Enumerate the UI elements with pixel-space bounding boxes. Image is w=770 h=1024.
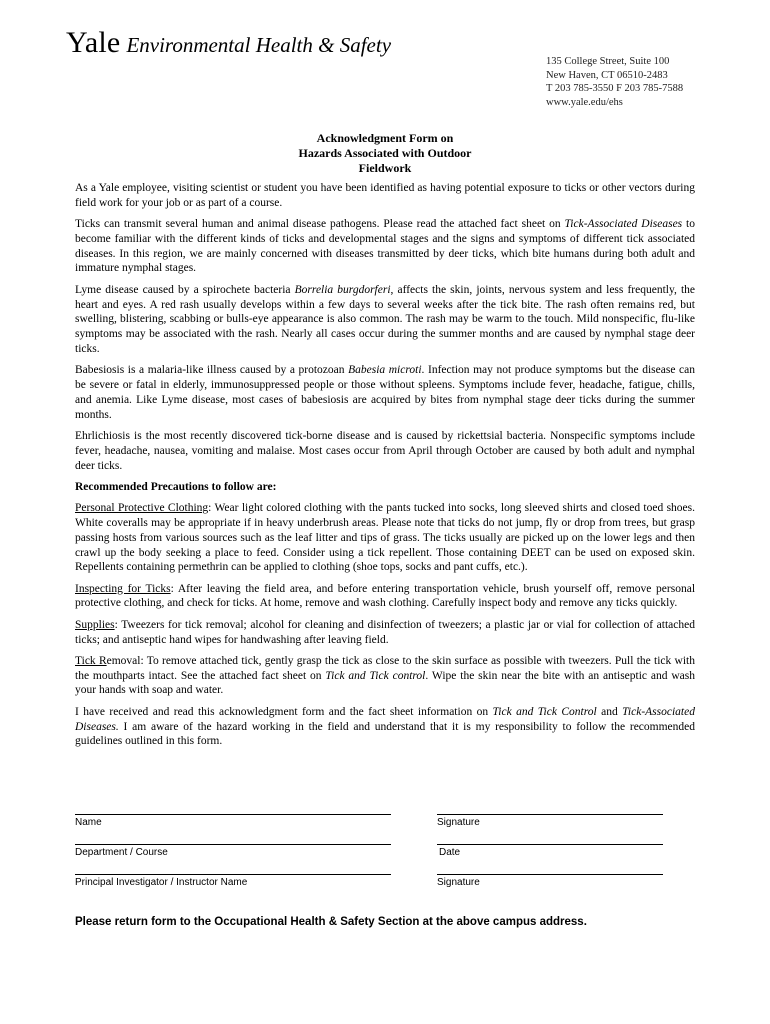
section-label-rest: emoval: [106, 654, 141, 667]
section-label: Inspecting for Ticks: [75, 582, 171, 595]
pi-name-line: [75, 874, 391, 875]
text-run: I have received and read this acknowledgment form and the fact sheet information on: [75, 705, 493, 718]
text-run: Lyme disease caused by a spirochete bacteria: [75, 283, 295, 296]
logo-yale: Yale: [66, 26, 121, 59]
title-line: Acknowledgment Form on: [316, 131, 454, 145]
website-line: www.yale.edu/ehs: [546, 96, 623, 108]
pi-name-label: Principal Investigator / Instructor Name: [75, 877, 248, 888]
pi-name-field[interactable]: [75, 874, 391, 888]
form-title: [230, 131, 540, 176]
removal-paragraph: [75, 654, 695, 698]
department-line: [75, 844, 391, 845]
species-name: Babesia microti: [348, 364, 422, 377]
precautions-heading: Recommended Precautions to follow are:: [75, 480, 277, 493]
yale-ehs-logo: [66, 26, 391, 60]
acknowledgment-paragraph: [75, 705, 695, 749]
ehrlichiosis-paragraph: Ehrlichiosis is the most recently discovered tick-borne disease and is caused by rickettsial bacteria. Nonspecific symptoms include fever, headache, nausea, vomiting and malaise. Most cases occur from April through October are caused by both adult and nymphal deer ticks.: [75, 429, 695, 472]
inspecting-paragraph: [75, 582, 695, 612]
text-run: : Tweezers for tick removal; alcohol for cleaning and disinfection of tweezers; a plastic jar or vial for collection of attached ticks; and antiseptic hand wipes for handwashing after leaving field.: [75, 618, 695, 646]
form-body: [75, 181, 695, 756]
ticks-paragraph: [75, 217, 695, 276]
supplies-paragraph: [75, 618, 695, 648]
pi-signature-field[interactable]: [437, 874, 663, 888]
section-label: Tick R: [75, 654, 107, 667]
date-line: [437, 844, 663, 845]
text-run: Babesiosis is a malaria-like illness caused by a protozoan: [75, 364, 349, 377]
text-run: . Wipe the skin near the bite with an antiseptic and wash your hands with soap and water.: [75, 669, 695, 697]
text-run: , affects the skin, joints, nervous system and less frequently, the heart and eyes. A red rash usually develops within a few days to several weeks after the tick bite. The rash often remains red, but swelling, blistering, scabbing or bulls-eye appearance is also common. The rash may be warm to the touch. Mild nonspecific, flu-like symptoms may be associated with the rash. Nearly all cases occur during the summer months and are caused by nymphal stage deer ticks.: [75, 283, 696, 355]
address-line: 135 College Street, Suite 100: [546, 56, 670, 67]
address-block: [546, 55, 683, 109]
fact-sheet-reference: Tick-Associated Diseases.: [75, 705, 695, 733]
text-run: and: [596, 705, 623, 718]
fact-sheet-reference: Tick and Tick control: [325, 669, 426, 682]
signature-field[interactable]: [437, 814, 663, 828]
name-label: Name: [75, 817, 102, 828]
lyme-paragraph: [75, 283, 695, 357]
text-run: to become familiar with the different kinds of ticks and developmental stages and the signs and symptoms of different tick associated diseases. In this region, we are mainly concerned with diseases transmitted by deer ticks, which bite humans during both adult and immature nymphal stages.: [75, 218, 696, 275]
fact-sheet-reference: Tick and Tick Control: [492, 705, 597, 718]
babesiosis-paragraph: [75, 363, 695, 422]
return-instructions: Please return form to the Occupational Health & Safety Section at the above campus address.: [75, 916, 587, 928]
text-run: Ticks can transmit several human and animal disease pathogens. Please read the attached fact sheet on: [75, 218, 565, 231]
section-label: Personal Protective Clothing: [75, 502, 209, 515]
name-field[interactable]: [75, 814, 391, 828]
species-name: Borrelia burgdorferi: [294, 283, 391, 296]
logo-department: Environmental Health & Safety: [126, 33, 392, 57]
pi-signature-label: Signature: [437, 877, 480, 888]
intro-paragraph: As a Yale employee, visiting scientist or student you have been identified as having potential exposure to ticks or other vectors during field work for your job or as part of a course.: [75, 182, 695, 209]
title-line: Fieldwork: [358, 161, 412, 175]
address-line: New Haven, CT 06510-2483: [546, 69, 668, 81]
section-label: Supplies: [75, 618, 115, 631]
title-line: Hazards Associated with Outdoor: [298, 146, 472, 160]
date-label: Date: [439, 847, 461, 858]
text-run: : Wear light colored clothing with the pants tucked into socks, long sleeved shirts and closed toed shoes. White coveralls may be appropriate if in heavy underbrush areas. Please note that ticks do not jump, fly or drop from trees, but grasp passing hosts from various sources such as the leaf litter and tips of grass. The ticks usually are picked up on the lower legs and then crawl up the body seeking a place to feed. Consider using a tick repellent. Those containing DEET can be used on exposed skin. Repellents containing permethrin can be applied to clothing (shoe tops, socks and pant cuffs, etc.).: [75, 502, 695, 574]
date-field[interactable]: [437, 844, 663, 858]
department-label: Department / Course: [75, 847, 168, 858]
department-field[interactable]: [75, 844, 391, 858]
signature-line: [437, 814, 663, 815]
pi-signature-line: [437, 874, 663, 875]
text-run: . Infection may not produce symptoms but the disease can be severe or fatal in elderly, immunosuppressed people or those without spleens. Symptoms include fever, headache, fatigue, chills, and anemia. Like Lyme disease, most cases of babesiosis are acquired by bites from nymphal stage deer ticks during the summer months.: [75, 364, 695, 421]
fact-sheet-reference: Tick-Associated Diseases: [564, 218, 683, 231]
ppe-paragraph: [75, 501, 695, 575]
name-line: [75, 814, 391, 815]
text-run: : To remove attached tick, gently grasp the tick as close to the skin surface as possible with tweezers. Pull the tick with the mouthparts intact. See the attached fact sheet on: [75, 654, 696, 682]
phone-line: T 203 785-3550 F 203 785-7588: [546, 83, 684, 94]
text-run: I am aware of the hazard working in the field and understand that it is my responsibility to follow the recommended guidelines outlined in this form.: [75, 720, 695, 748]
signature-label: Signature: [437, 817, 480, 828]
text-run: : After leaving the field area, and before entering transportation vehicle, brush yourself off, remove personal protective clothing, and check for ticks. At home, remove and wash clothing. Carefully inspect body and remove any ticks quickly.: [75, 582, 696, 610]
